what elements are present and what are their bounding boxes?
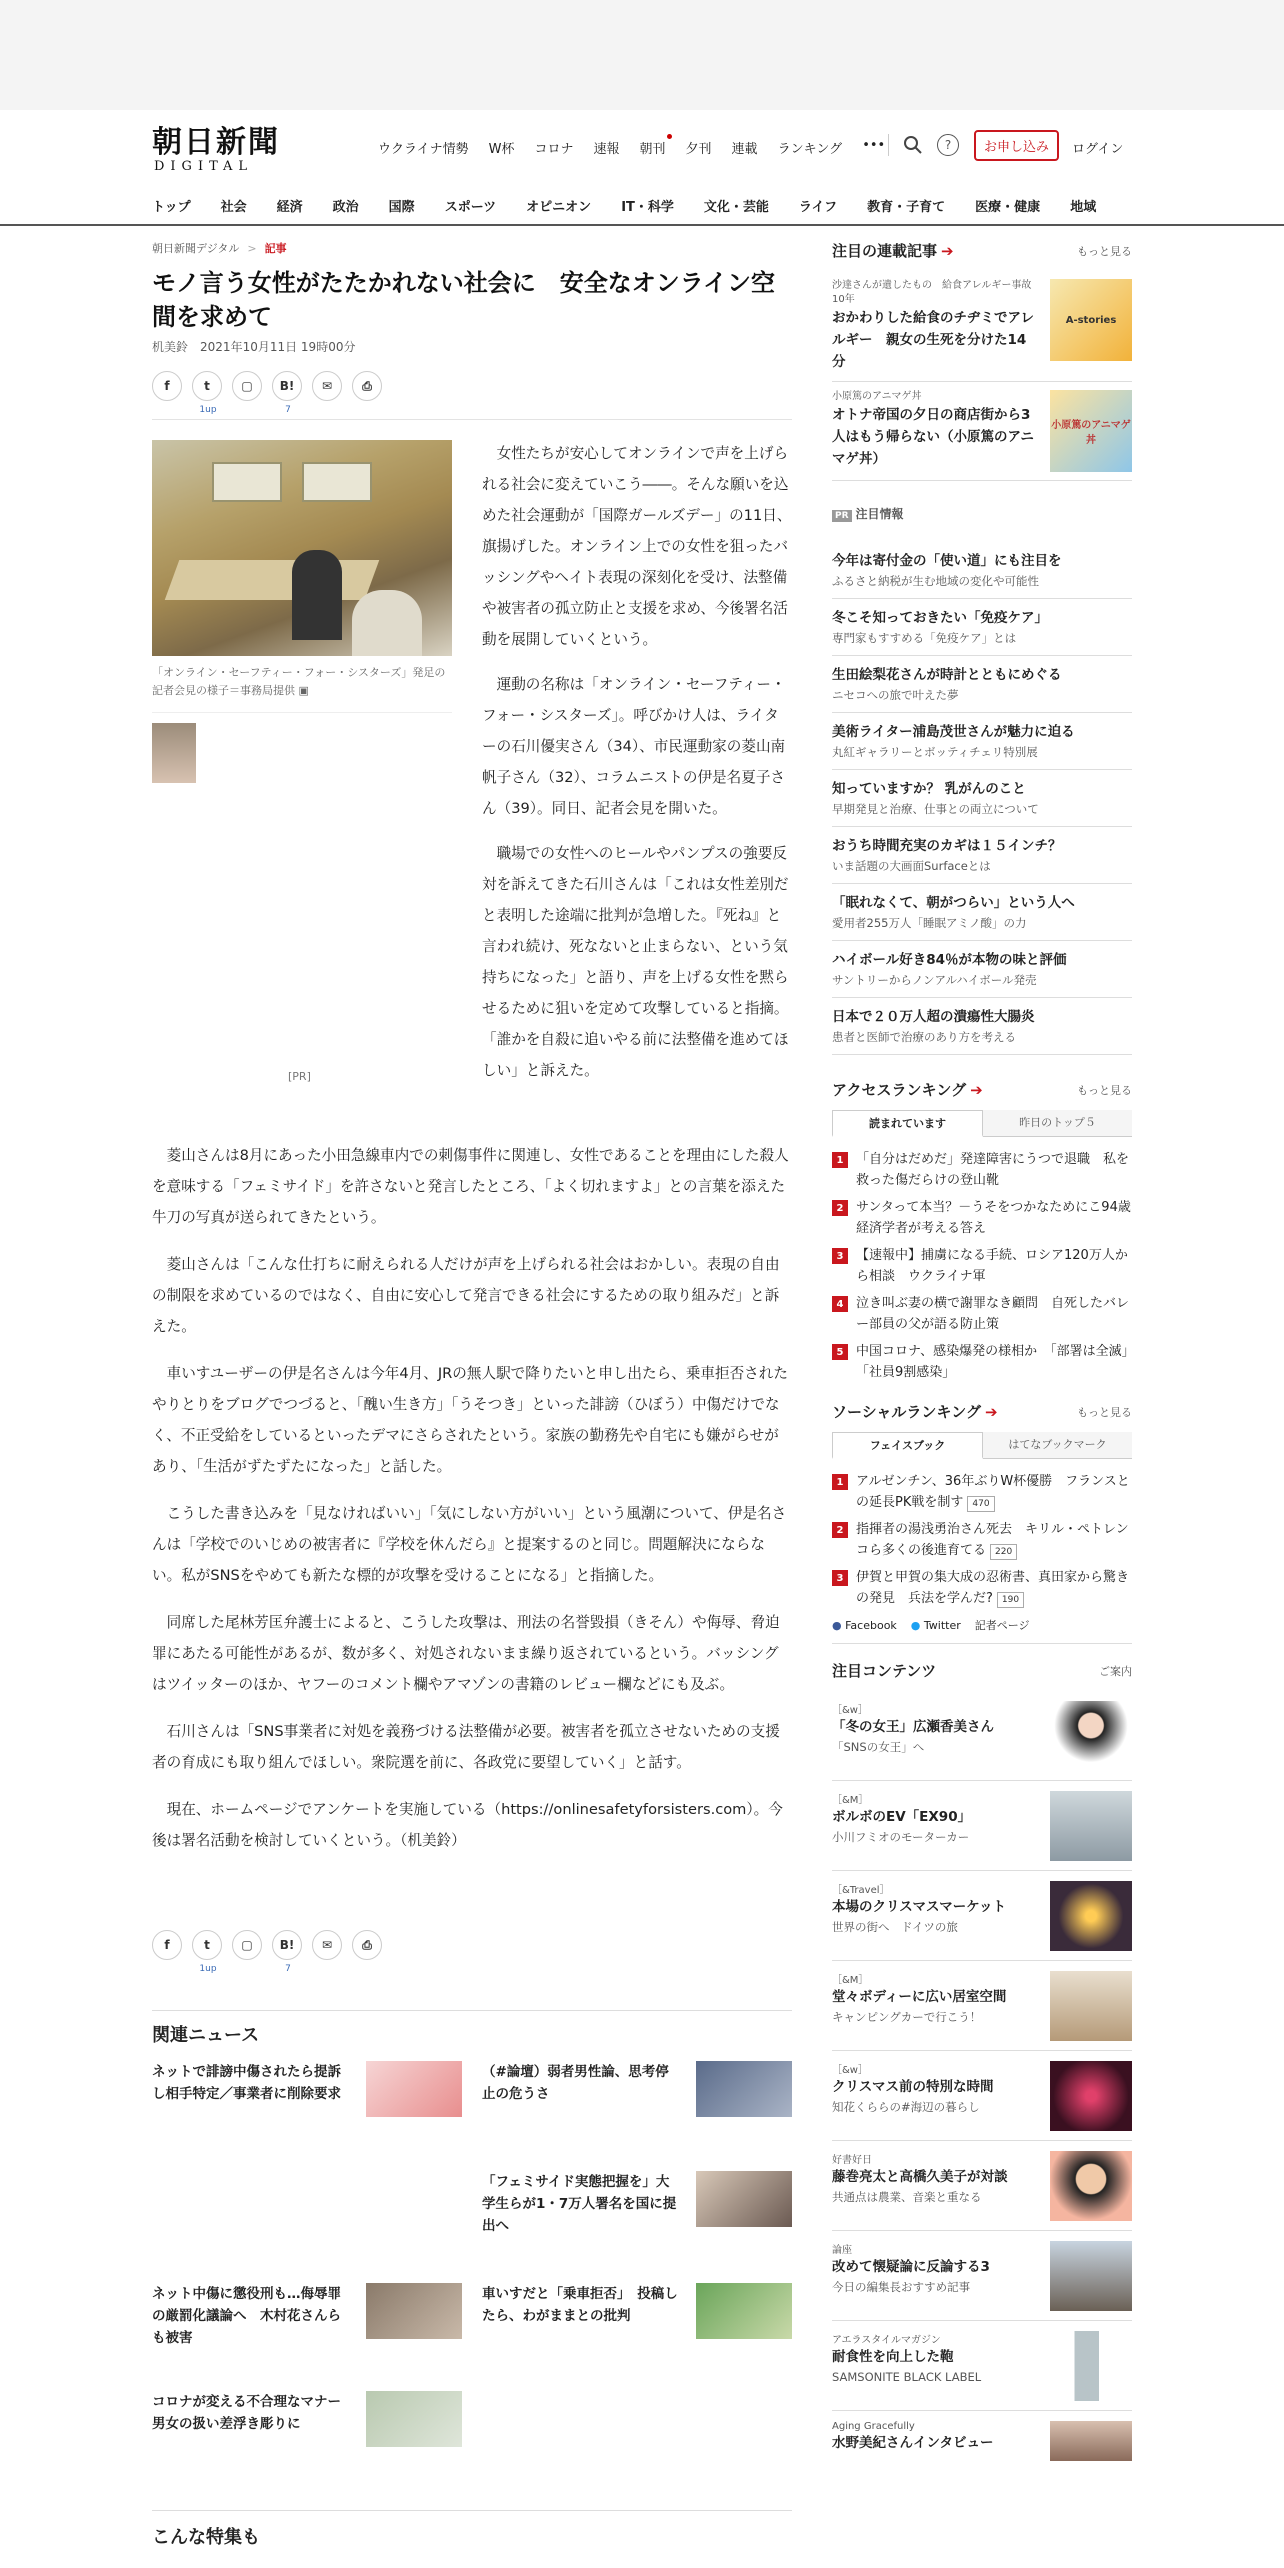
serial-item[interactable] <box>832 382 1132 481</box>
cat-sports[interactable]: スポーツ <box>444 200 497 215</box>
twitter-count: 1up <box>199 1964 217 1974</box>
related-item[interactable] <box>152 2391 462 2471</box>
photo-table <box>165 560 380 600</box>
content-item[interactable]: ［&M］ 堂々ボディーに広い居室空間 キャンピングカーで行こう！ <box>832 1961 1132 2051</box>
nav-ukraine[interactable]: ウクライナ情勢 <box>378 142 469 157</box>
content-list <box>832 1691 1132 2461</box>
social-heading: ソーシャルランキング <box>832 1403 981 1421</box>
content-heading: 注目コンテンツ <box>832 1662 937 1680</box>
cat-education[interactable]: 教育・子育て <box>867 200 946 215</box>
related-heading: 関連ニュース <box>152 2025 260 2046</box>
help-icon[interactable]: ? <box>937 134 959 156</box>
related-title: 車いすだと「乗車拒否」 投稿したら、わがままとの批判 <box>482 2286 678 2324</box>
share-count-badge: 470 <box>967 1496 994 1512</box>
nav-more-icon[interactable]: ••• <box>862 138 886 153</box>
ranking-item[interactable]: 4 泣き叫ぶ妻の横で謝罪なき顧問 自死したバレー部員の父が語る防止策 <box>832 1293 1132 1335</box>
cat-culture[interactable]: 文化・芸能 <box>703 200 769 215</box>
related-thumbnail <box>366 2061 462 2117</box>
cat-opinion[interactable]: オピニオン <box>526 200 592 215</box>
subscribe-button[interactable]: お申し込み <box>974 130 1059 161</box>
content-thumbnail <box>1050 2151 1132 2221</box>
content-item[interactable]: アエラスタイルマガジン 耐食性を向上した鞄 SAMSONITE BLACK LABEL <box>832 2321 1132 2411</box>
print-icon[interactable]: ⎙ <box>352 1930 382 1960</box>
ranking-item[interactable]: 3 【速報中】捕虜になる手続、ロシア120万人から相談 ウクライナ軍 <box>832 1245 1132 1287</box>
pr-badge: PR <box>832 510 852 522</box>
content-header <box>832 1660 1132 1681</box>
access-more-link[interactable]: もっと見る <box>1077 1083 1132 1097</box>
publish-date: 2021年10月11日 19時00分 <box>200 340 356 354</box>
related-thumbnail <box>696 2283 792 2339</box>
reporter-page-link[interactable]: 記者ページ <box>974 1619 1030 1632</box>
article-title: モノ言う女性がたたかれない社会に 安全なオンライン空間を求めて <box>152 269 776 331</box>
promo-item[interactable]: 生田絵梨花さんが時計とともにめぐる ニセコへの旅で叶えた夢 <box>832 656 1132 713</box>
paragraph: 現在、ホームページでアンケートを実施している（https://onlinesafetyforsisters.com）。今後は署名活動を検討していくという。（机美鈴） <box>152 1801 783 1849</box>
tab-yesterday-top5[interactable]: 昨日のトップ５ <box>983 1110 1132 1136</box>
content-item[interactable]: Aging Gracefully 水野美紀さんインタビュー <box>832 2411 1132 2461</box>
share-bar-bottom <box>152 1930 382 1974</box>
breadcrumb-current[interactable]: 記事 <box>264 242 287 255</box>
logo-main-text: 朝日新聞 <box>152 125 280 160</box>
serial-title: おかわりした給食のチヂミでアレルギー 親女の生死を分けた14分 <box>832 310 1034 370</box>
twitter-icon: ● <box>910 1618 921 1632</box>
related-thumbnail <box>366 2391 462 2447</box>
serial-kicker: 小原篤のアニマゲ丼 <box>832 391 922 402</box>
social-ranking-list <box>832 1471 1132 1609</box>
twitter-count: 1up <box>199 405 217 415</box>
share-bar <box>152 371 792 420</box>
tab-hatena[interactable]: はてなブックマーク <box>983 1432 1132 1458</box>
access-ranking-header <box>832 1079 1132 1100</box>
nav-breaking[interactable]: 速報 <box>593 142 620 157</box>
expand-image-icon[interactable]: ▣ <box>298 684 309 697</box>
cat-economy[interactable]: 経済 <box>276 200 303 215</box>
arrow-right-icon[interactable]: ➔ <box>941 242 954 260</box>
cat-it-science[interactable]: IT・科学 <box>621 200 674 215</box>
promo-item[interactable]: 日本で２０万人超の潰瘍性大腸炎 患者と医師で治療のあり方を考える <box>832 998 1132 1055</box>
nav-serial[interactable]: 連載 <box>731 142 758 157</box>
promo-item[interactable]: 知っていますか？ 乳がんのこと 早期発見と治療、仕事との両立について <box>832 770 1132 827</box>
paragraph: 運動の名称は「オンライン・セーフティー・フォー・シスターズ」。呼びかけ人は、ライターの石川優実さん（34）、市民運動家の菱山南帆子さん（32）、コラムニストの伊是名夏子さん（39）。同日、記者会見を開いた。 <box>482 676 786 817</box>
nav-evening[interactable]: 夕刊 <box>685 142 712 157</box>
login-link[interactable]: ログイン <box>1072 142 1124 157</box>
photo-thumbnail[interactable] <box>152 723 196 783</box>
nav-morning[interactable]: 朝刊 <box>640 138 666 157</box>
breadcrumb-sep: > <box>247 241 257 255</box>
ranking-item[interactable]: 1 アルゼンチン、36年ぶりW杯優勝 フランスとの延長PK戦を制す 470 <box>832 1471 1132 1513</box>
notice-heading: PR 注目情報 <box>832 505 1132 522</box>
facebook-share-icon[interactable]: f <box>152 1930 182 1960</box>
promo-item[interactable]: 美術ライター浦島茂世さんが魅力に迫る 丸紅ギャラリーとボッティチェリ特別展 <box>832 713 1132 770</box>
paragraph: 女性たちが安心してオンラインで声を上げられる社会に変えていこう――。そんな願いを込めた社会運動が「国際ガールズデー」の11日、旗揚げした。オンライン上での女性を狙ったバッシングやヘイト表現の深刻化を受け、法整備や被害者の孤立防止と支援を求め、今後署名活動を展開していくという。 <box>482 445 792 648</box>
serial-title: オトナ帝国の夕日の商店街から3人はもう帰らない（小原篤のアニマゲ丼） <box>832 407 1034 467</box>
header-icons <box>888 134 959 156</box>
related-thumbnail <box>696 2171 792 2227</box>
related-title: ネット中傷に懲役刑も…侮辱罪の厳罰化議論へ 木村花さんらも被害 <box>152 2286 341 2346</box>
social-more-link[interactable]: もっと見る <box>1077 1405 1132 1419</box>
serial-more-link[interactable]: もっと見る <box>1077 244 1132 258</box>
promo-item[interactable]: 「眠れなくて、朝がつらい」という人へ 愛用者255万人「睡眠アミノ酸」の力 <box>832 884 1132 941</box>
feature-heading: こんな特集も <box>152 2510 792 2549</box>
paragraph: 石川さんは「SNS事業者に対処を義務づける法整備が必要。被害者を孤立させないための支援者の育成にも取り組んでほしい。衆院選を前に、各政党に要望していく」と話す。 <box>152 1723 780 1771</box>
content-thumbnail <box>1050 2241 1132 2311</box>
serial-kicker: 沙達さんが遺したもの 給食アレルギー事故10年 <box>832 280 1032 305</box>
cat-life[interactable]: ライフ <box>798 200 838 215</box>
content-item[interactable]: 好書好日 藤巻亮太と高橋久美子が対談 共通点は農業、音楽と重なる <box>832 2141 1132 2231</box>
breadcrumb <box>152 240 792 256</box>
promo-item[interactable]: おうち時間充実のカギは１５インチ？ いま話題の大画面Surfaceとは <box>832 827 1132 884</box>
photo-caption: 「オンライン・セーフティー・フォー・シスターズ」発足の記者会見の様子＝事務局提供 ▣ <box>152 666 446 697</box>
cat-international[interactable]: 国際 <box>388 200 415 215</box>
content-thumbnail <box>1050 1881 1132 1951</box>
bookmark-icon[interactable]: ▢ <box>232 1930 262 1960</box>
content-item[interactable]: ［&M］ ボルボのEV「EX90」 小川フミオのモーターカー <box>832 1781 1132 1871</box>
related-item[interactable] <box>152 2061 462 2141</box>
paragraph: 菱山さんは「こんな仕打ちに耐えられる人だけが声を上げられる社会はおかしい。表現の自由の制限を求めているのではなく、自由に安心して発言できる社会にするための取り組みだ」と訴えた。 <box>152 1256 780 1335</box>
article-body-right <box>482 438 792 1100</box>
twitter-share-icon[interactable]: t 1up <box>192 371 222 401</box>
related-title: 「フェミサイド実態把握を」大学生らが1・7万人署名を国に提出へ <box>482 2174 677 2234</box>
paragraph: 菱山さんは8月にあった小田急線車内での刺傷事件に関連し、女性であることを理由にした殺人を意味する「フェミサイド」を許さないと発言したところ、「よく切れますよ」との言葉を添えた牛刀の写真が送られてきたという。 <box>152 1147 789 1226</box>
breadcrumb-home[interactable]: 朝日新聞デジタル <box>152 242 240 255</box>
asahi-logo[interactable] <box>152 126 280 176</box>
access-ranking-list <box>832 1149 1132 1383</box>
content-item[interactable]: 論座 改めて懐疑論に反論する3 今日の編集長おすすめ記事 <box>832 2231 1132 2321</box>
related-title: （#論壇）弱者男性論、思考停止の危うさ <box>482 2064 669 2102</box>
top-nav <box>378 138 905 157</box>
author[interactable]: 机美鈴 <box>152 340 189 354</box>
article-body <box>152 1140 792 1872</box>
hatena-count: 7 <box>285 405 291 415</box>
ranking-item[interactable]: 1 「自分はだめだ」発達障害にうつで退職 私を救った傷だらけの登山靴 <box>832 1149 1132 1191</box>
related-item[interactable] <box>152 2283 462 2363</box>
cat-society[interactable]: 社会 <box>220 200 247 215</box>
serial-heading: 注目の連載記事 <box>832 242 938 260</box>
share-count-badge: 190 <box>997 1592 1024 1608</box>
category-nav <box>152 196 1126 215</box>
paragraph: 車いすユーザーの伊是名さんは今年4月、JRの無人駅で降りたいと申し出たら、乗車拒否されたやりとりをブログでつづると、「醜い生き方」「うそつき」といった誹謗（ひぼう）中傷だけでなく、不正受給をしているといったデマにさらされたという。家族の勤務先や自宅にも嫌がらせがあり、「生活がずたずたになった」と話した。 <box>152 1365 788 1475</box>
facebook-share-icon[interactable]: f <box>152 371 182 401</box>
paragraph: こうした書き込みを「見なければいい」「気にしない方がいい」という風潮について、伊是名さんは「学校でのいじめの被害者に『学校を休んだら』と提案するのと同じ。問題解決にならない。私がSNSをやめても新たな標的が攻撃を受けることになる」と指摘した。 <box>152 1505 787 1584</box>
tab-facebook[interactable]: フェイスブック <box>832 1432 983 1459</box>
mail-share-icon[interactable]: ✉ <box>312 1930 342 1960</box>
paragraph: 職場での女性へのヒールやパンプスの強要反対を訴えてきた石川さんは「これは女性差別だと表明した途端に批判が急増した。『死ね』と言われ続け、死なないと止まらない、という気持ちになった」と語り、声を上げる女性を黙らせるために狙いを定めて攻撃していると指摘。「誰かを自殺に追いやる前に法整備を進めてほしい」と訴えた。 <box>482 845 789 1079</box>
ranking-item[interactable]: 2 サンタって本当？－うそをつかなためにこ94歳経済学者が考える答え <box>832 1197 1132 1239</box>
sidebar <box>832 240 1132 2461</box>
byline <box>152 338 792 355</box>
top-banner-area <box>0 0 1284 110</box>
related-grid <box>152 2061 792 2521</box>
cat-region[interactable]: 地域 <box>1070 200 1097 215</box>
bookmark-icon[interactable]: ▢ <box>232 371 262 401</box>
arrow-right-icon[interactable]: ➔ <box>984 1403 998 1421</box>
hatena-share-icon[interactable]: B! 7 <box>272 371 302 401</box>
ranking-item[interactable]: 3 伊賀と甲賀の集大成の忍術書、真田家から驚きの発見 兵法を学んだ? 190 <box>832 1567 1132 1609</box>
related-item[interactable] <box>482 2171 792 2251</box>
content-item[interactable]: ［&w］ 「冬の女王」広瀬香美さん 「SNSの女王」へ <box>832 1691 1132 1781</box>
article-figure <box>152 440 452 787</box>
hatena-share-icon[interactable]: B! 7 <box>272 1930 302 1960</box>
content-item[interactable]: ［&Travel］ 本場のクリスマスマーケット 世界の街へ ドイツの旅 <box>832 1871 1132 1961</box>
photo-person <box>292 550 342 640</box>
hatena-count: 7 <box>285 1964 291 1974</box>
related-thumbnail <box>696 2061 792 2117</box>
photo-screen <box>212 462 282 502</box>
related-thumbnail <box>366 2283 462 2339</box>
content-thumbnail <box>1050 2421 1132 2461</box>
photo-screen <box>302 462 372 502</box>
pr-label: [PR] <box>288 1070 311 1083</box>
tab-most-read[interactable]: 読まれています <box>832 1110 983 1137</box>
serial-item[interactable] <box>832 271 1132 382</box>
serial-thumbnail: A-stories <box>1050 279 1132 361</box>
serial-header <box>832 240 1132 261</box>
social-tabs <box>832 1432 1132 1459</box>
ranking-item[interactable]: 5 中国コロナ、感染爆発の様相か 「部署は全滅」「社員9割感染」 <box>832 1341 1132 1383</box>
press-conference-photo[interactable] <box>152 440 452 656</box>
facebook-link[interactable]: ● Facebook <box>832 1618 897 1632</box>
related-title: コロナが変える不合理なマナー 男女の扱い差浮き彫りに <box>152 2394 355 2432</box>
nav-worldcup[interactable]: W杯 <box>488 142 515 157</box>
cat-top[interactable]: トップ <box>152 200 191 215</box>
related-item[interactable] <box>482 2061 792 2141</box>
twitter-share-icon[interactable]: t 1up <box>192 1930 222 1960</box>
related-news <box>152 2010 792 2521</box>
social-ranking-header <box>832 1401 1132 1422</box>
site-header <box>0 110 1284 226</box>
ranking-item[interactable]: 2 指揮者の湯浅勇治さん死去 キリル・ペトレンコら多くの後進育てる 220 <box>832 1519 1132 1561</box>
share-count-badge: 220 <box>990 1544 1017 1560</box>
article-main <box>152 240 792 2548</box>
social-links <box>832 1617 1132 1644</box>
search-icon[interactable] <box>903 135 923 155</box>
content-thumbnail <box>1050 2061 1132 2131</box>
mail-share-icon[interactable]: ✉ <box>312 371 342 401</box>
divider <box>888 134 889 156</box>
print-icon[interactable]: ⎙ <box>352 371 382 401</box>
nav-corona[interactable]: コロナ <box>534 142 574 157</box>
content-thumbnail <box>1050 2331 1132 2401</box>
nav-ranking[interactable]: ランキング <box>777 142 843 157</box>
paragraph: 同席した尾林芳匡弁護士によると、こうした攻撃は、刑法の名誉毀損（きそん）や侮辱、脅迫罪にあたる可能性があるが、数が多く、対処されないまま繰り返されているという。バッシングはツイッターのほか、ヤフーのコメント欄やアマゾンの書籍のレビュー欄などにも及ぶ。 <box>152 1614 780 1693</box>
content-thumbnail <box>1050 1971 1132 2041</box>
cat-politics[interactable]: 政治 <box>332 200 359 215</box>
cat-health[interactable]: 医療・健康 <box>975 200 1041 215</box>
promo-list <box>832 542 1132 1055</box>
content-item[interactable]: ［&w］ クリスマス前の特別な時間 知花くららの#海辺の暮らし <box>832 2051 1132 2141</box>
content-guide-link[interactable]: ご案内 <box>1099 1664 1132 1678</box>
logo-sub-text: DIGITAL <box>154 159 254 174</box>
facebook-icon: ● <box>832 1618 842 1632</box>
related-item[interactable] <box>482 2283 792 2363</box>
related-title: ネットで誹謗中傷されたら提訴し相手特定／事業者に削除要求 <box>152 2064 341 2102</box>
serial-thumbnail: 小原篤のアニマゲ丼 <box>1050 390 1132 472</box>
twitter-link[interactable]: ● Twitter <box>910 1618 961 1632</box>
access-heading: アクセスランキング <box>832 1081 967 1099</box>
promo-item[interactable]: ハイボール好き84％が本物の味と評価 サントリーからノンアルハイボール発売 <box>832 941 1132 998</box>
promo-item[interactable]: 今年は寄付金の「使い道」にも注目を ふるさと納税が生む地域の変化や可能性 <box>832 542 1132 599</box>
access-tabs <box>832 1110 1132 1137</box>
photo-thumbnails <box>152 712 452 787</box>
arrow-right-icon[interactable]: ➔ <box>970 1081 983 1099</box>
photo-person <box>352 590 422 656</box>
content-thumbnail <box>1050 1701 1132 1771</box>
content-thumbnail <box>1050 1791 1132 1861</box>
promo-item[interactable]: 冬こそ知っておきたい「免疫ケア」 専門家もすすめる「免疫ケア」とは <box>832 599 1132 656</box>
